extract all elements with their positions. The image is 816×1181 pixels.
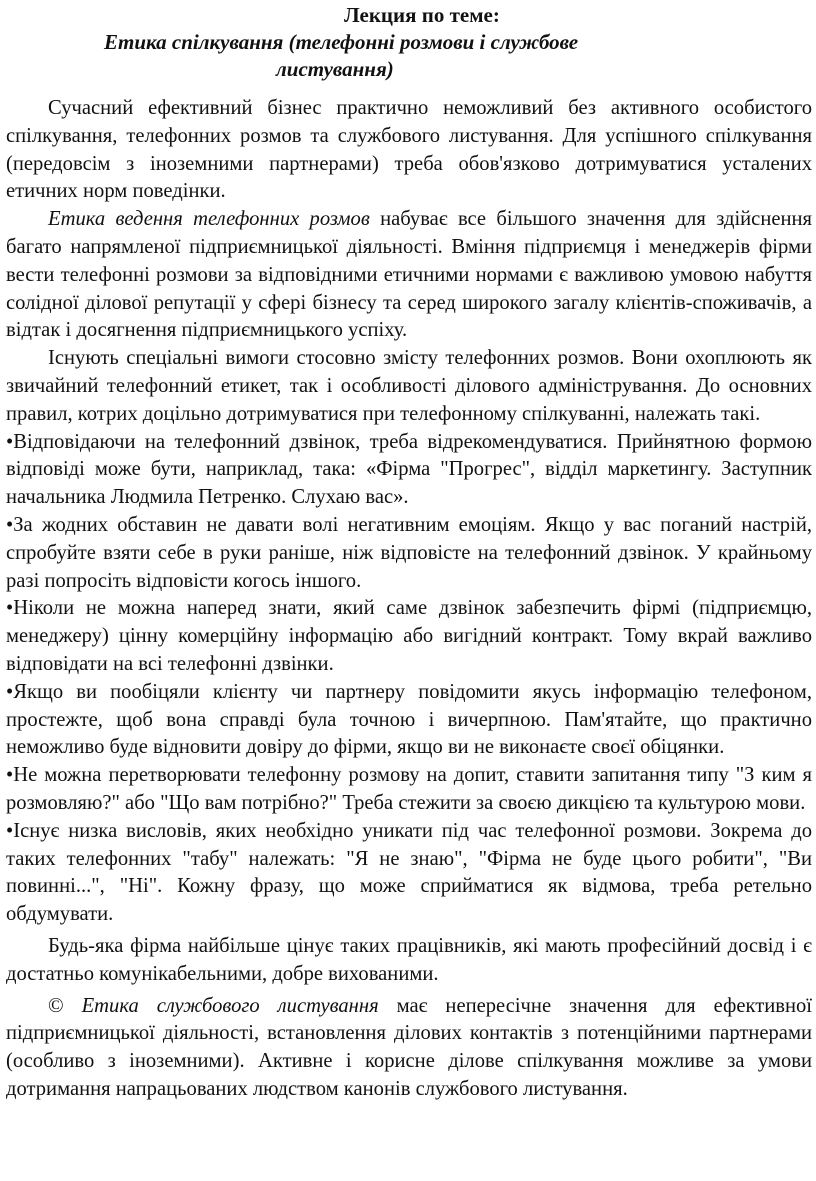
paragraph-intro: Сучасний ефективний бізнес практично неможливий без активного особистого спілкування, телефонних розмов та службового листування. Для успішного спілкування (передовсім з іноземними партнерами) треба обов'язково дотримуватися усталених етичних норм поведінки. bbox=[6, 97, 812, 203]
bullet-text: Якщо ви пообіцяли клієнту чи партнеру повідомити якусь інформацію телефоном, простежте, щоб вона справді була точною і вичерпною. Пам'ятайте, що практично неможливо буде відновити довіру до фірми, якщо ви не виконаєте своєї обіцянки. bbox=[6, 680, 812, 759]
bullet-item bbox=[6, 818, 812, 929]
bullet-item bbox=[6, 679, 812, 762]
bullet-text: Не можна перетворювати телефонну розмову на допит, ставити запитання типу "З ким я розмовляю?" або "Що вам потрібно?" Треба стежити за своєю дикцією та культурою мови. bbox=[6, 764, 812, 814]
bullet-icon: • bbox=[6, 819, 14, 842]
bullet-item bbox=[6, 762, 812, 818]
paragraph-valued-staff: Будь-яка фірма найбільше цінує таких працівників, які мають професійний досвід і є достатньо комунікабельними, добре вихованими. bbox=[6, 934, 812, 985]
lecture-subtitle-line-1: Етика спілкування (телефонні розмови і службове bbox=[104, 30, 579, 54]
phone-ethics-text: набуває все більшого значення для здійснення багато напрямленої підприємницької діяльності. Вміння підприємця і менеджерів фірми вести телефонні розмови за відповідними етичними нормами є важливою умовою набуття солідної ділової репутації у сфері бізнесу та серед широкого загалу клієнтів-споживачів, а відтак і досягнення підприємницького успіху. bbox=[6, 208, 812, 342]
paragraph-requirements: Існують спеціальні вимоги стосовно змісту телефонних розмов. Вони охоплюють як звичайний телефонний етикет, так і особливості ділового адміністрування. До основних правил, котрих доцільно дотримуватися при телефонному спілкуванні, належать такі. bbox=[6, 347, 812, 425]
bullet-text: Існує низка висловів, яких необхідно уникати під час телефонної розмови. Зокрема до таких телефонних "табу" належать: "Я не знаю", "Фірма не буде цього робити", "Ви повинні...", "Ні". Кожну фразу, що може сприйматися як відмова, треба ретельно обдумувати. bbox=[6, 819, 812, 926]
paragraph-correspondence-ethics bbox=[6, 993, 812, 1104]
bullet-text: Відповідаючи на телефонний дзвінок, треба відрекомендуватися. Прийнятною формою відповіді може бути, наприклад, така: «Фірма "Прогрес", відділ маркетингу. Заступник начальника Людмила Петренко. Слухаю вас». bbox=[6, 430, 812, 509]
copyright-icon: © bbox=[48, 994, 64, 1017]
bullet-text: За жодних обставин не давати волі негативним емоціям. Якщо у вас поганий настрій, спробуйте взяти себе в руки раніше, ніж відповісте на телефонний дзвінок. У крайньому разі попросіть відповісти когось іншого. bbox=[6, 513, 812, 592]
bullet-icon: • bbox=[6, 513, 14, 536]
bullet-item bbox=[6, 595, 812, 678]
document-body bbox=[6, 95, 812, 1104]
paragraph-phone-ethics bbox=[6, 206, 812, 345]
bullet-icon: • bbox=[6, 764, 14, 787]
correspondence-ethics-text: має непересічне значення для ефективної підприємницької діяльності, встановлення ділових контактів з потенційними партнерами (особливо з іноземними). Активне і корисне ділове спілкування можливе за умови дотримання напрацьованих людством канонів службового листування. bbox=[6, 994, 812, 1100]
phone-ethics-term: Етика ведення телефонних розмов bbox=[48, 208, 370, 231]
bullet-icon: • bbox=[6, 430, 14, 453]
bullet-item bbox=[6, 512, 812, 595]
bullet-icon: • bbox=[6, 680, 14, 703]
lecture-subtitle-line-2: листування) bbox=[276, 57, 394, 81]
bullet-text: Ніколи не можна наперед знати, який саме дзвінок забезпечить фірмі (підприємцю, менеджеру) цінну комерційну інформацію або вигідний контракт. Тому вкрай важливо відповідати на всі телефонні дзвінки. bbox=[6, 597, 812, 675]
bullet-item bbox=[6, 429, 812, 512]
bullet-icon: • bbox=[6, 597, 14, 620]
lecture-title: Лекция по теме: bbox=[344, 3, 500, 27]
correspondence-ethics-term: Етика службового листування bbox=[81, 994, 379, 1017]
